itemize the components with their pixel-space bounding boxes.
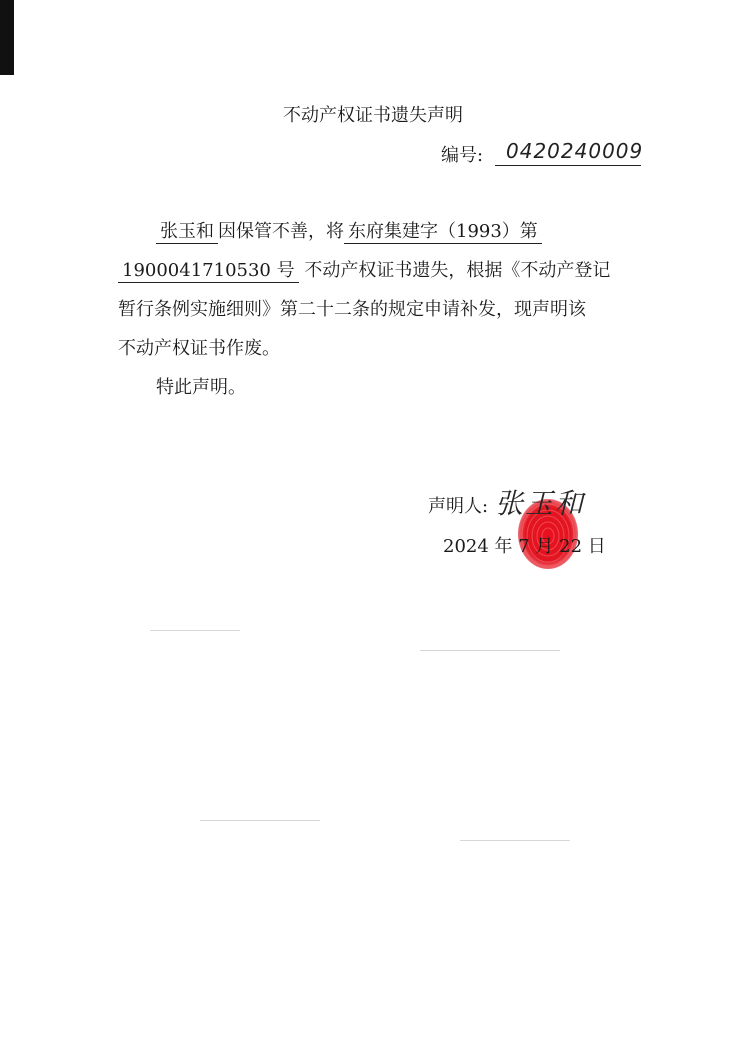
paragraph-line-2 xyxy=(118,259,610,283)
scan-noise xyxy=(420,650,560,651)
document-title: 不动产权证书遗失声明 xyxy=(283,105,463,126)
text-segment: 不动产权证书遗失，根据《不动产登记 xyxy=(304,260,611,281)
scan-noise xyxy=(460,840,570,841)
declarant-name: 张玉和 xyxy=(156,221,218,244)
certificate-number-part-2: 1900041710530 号 xyxy=(118,260,299,283)
serial-underline xyxy=(495,165,641,166)
scan-edge xyxy=(0,0,14,75)
closing-statement: 特此声明。 xyxy=(156,377,246,398)
serial-value: 0420240009 xyxy=(506,139,644,163)
declaration-date: 2024 年 7 月 22 日 xyxy=(443,536,606,557)
scan-noise xyxy=(200,820,320,821)
declarant-label: 声明人: xyxy=(428,496,489,517)
paragraph-line-1 xyxy=(156,220,542,244)
handwritten-signature: 张玉和 xyxy=(495,487,586,520)
certificate-number-part-1: 东府集建字（1993）第 xyxy=(344,221,542,244)
serial-label: 编号: xyxy=(441,145,484,166)
paragraph-line-3: 暂行条例实施细则》第二十二条的规定申请补发，现声明该 xyxy=(118,299,586,320)
paragraph-line-4: 不动产权证书作废。 xyxy=(118,338,280,359)
serial-row xyxy=(441,144,483,168)
text-segment: 因保管不善，将 xyxy=(218,221,344,242)
scan-noise xyxy=(150,630,240,631)
